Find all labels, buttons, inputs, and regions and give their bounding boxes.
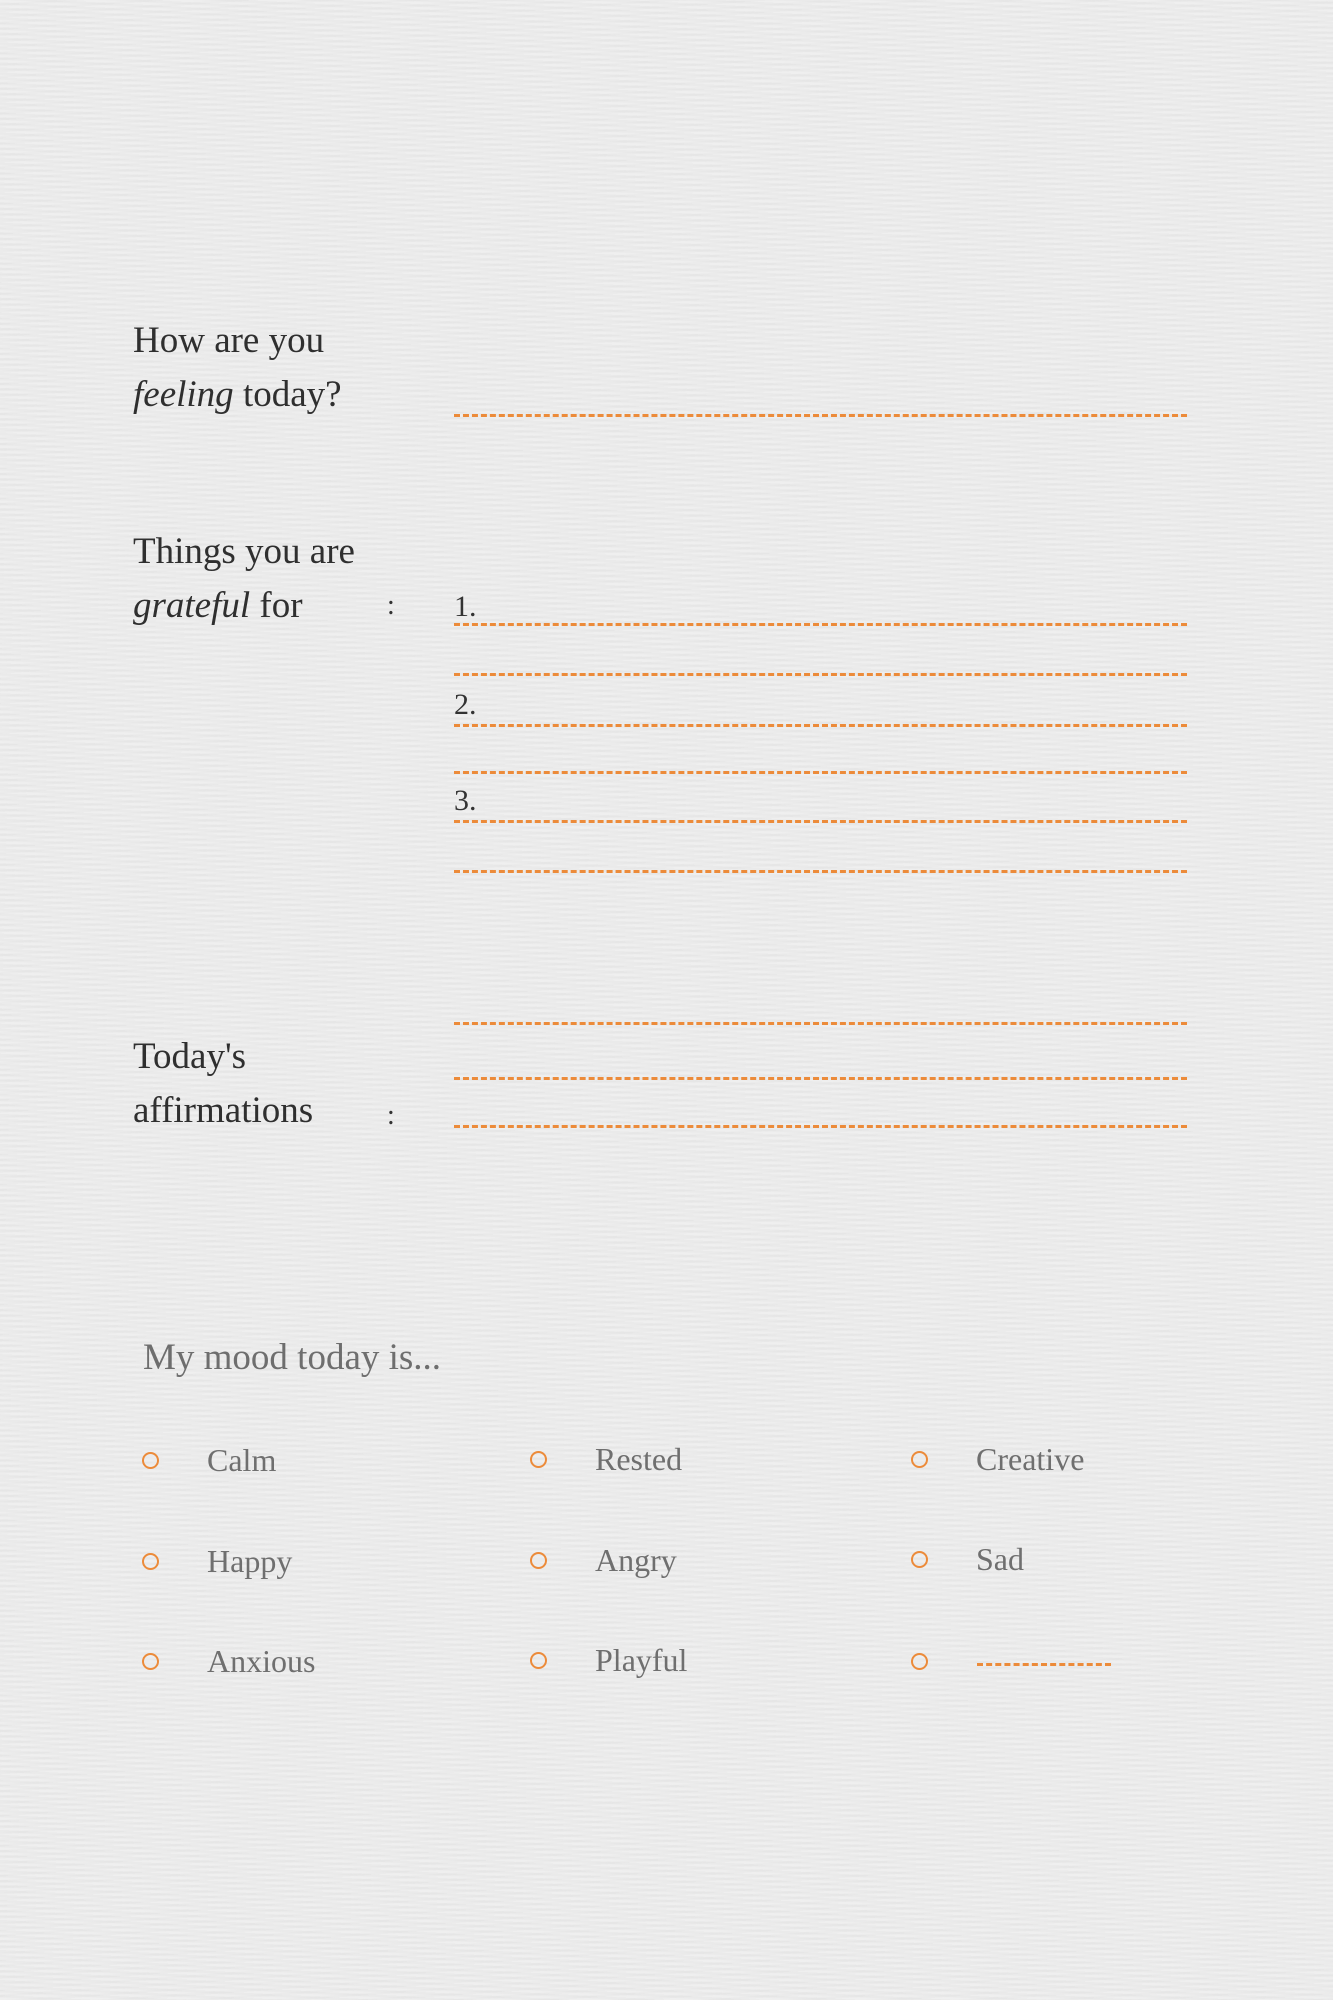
grateful-3-line-b[interactable] (454, 870, 1187, 873)
radio-sad[interactable] (911, 1551, 928, 1568)
affirmations-prompt-line2: affirmations (133, 1090, 314, 1131)
radio-calm[interactable] (142, 1452, 159, 1469)
mood-title: My mood today is... (143, 1337, 442, 1378)
radio-angry[interactable] (530, 1552, 547, 1569)
mood-label-rested: Rested (595, 1440, 683, 1477)
grateful-1-line-a[interactable] (454, 623, 1187, 626)
radio-anxious[interactable] (142, 1653, 159, 1670)
mood-label-anxious: Anxious (207, 1642, 316, 1679)
affirmation-line-2[interactable] (454, 1077, 1187, 1080)
feeling-rest: today? (233, 374, 342, 415)
mood-label-playful: Playful (595, 1641, 688, 1678)
mood-label-creative: Creative (976, 1440, 1085, 1477)
mood-option-happy[interactable] (142, 1541, 293, 1581)
feeling-prompt-line2 (133, 368, 342, 422)
grateful-number-1: 1. (454, 590, 477, 623)
mood-label-calm: Calm (207, 1441, 277, 1478)
grateful-colon: : (387, 590, 395, 621)
grateful-2-line-a[interactable] (454, 724, 1187, 727)
mood-label-sad: Sad (976, 1540, 1024, 1577)
mood-option-angry[interactable] (530, 1540, 677, 1580)
mood-other-blank-line[interactable] (977, 1663, 1111, 1666)
radio-creative[interactable] (911, 1451, 928, 1468)
grateful-italic: grateful (133, 585, 251, 626)
mood-option-creative[interactable] (911, 1439, 1085, 1479)
feeling-italic: feeling (133, 374, 234, 415)
affirmation-line-3[interactable] (454, 1125, 1187, 1128)
affirmations-colon: : (387, 1100, 395, 1131)
mood-option-other[interactable] (911, 1641, 928, 1681)
grateful-number-3: 3. (454, 784, 477, 817)
grateful-prompt-line2 (133, 579, 355, 633)
radio-happy[interactable] (142, 1553, 159, 1570)
mood-label-happy: Happy (207, 1542, 293, 1579)
grateful-prompt-line1: Things you are (133, 531, 355, 572)
mood-option-anxious[interactable] (142, 1641, 316, 1681)
affirmations-prompt (133, 1030, 313, 1138)
grateful-rest: for (250, 585, 303, 626)
affirmation-line-1[interactable] (454, 1022, 1187, 1025)
mood-option-playful[interactable] (530, 1640, 688, 1680)
affirmations-prompt-line1: Today's (133, 1036, 247, 1077)
mood-option-calm[interactable] (142, 1440, 277, 1480)
grateful-number-2: 2. (454, 688, 477, 721)
grateful-3-line-a[interactable] (454, 820, 1187, 823)
radio-rested[interactable] (530, 1451, 547, 1468)
grateful-2-line-b[interactable] (454, 771, 1187, 774)
mood-option-rested[interactable] (530, 1439, 683, 1479)
grateful-1-line-b[interactable] (454, 673, 1187, 676)
feeling-prompt (133, 314, 342, 422)
grateful-prompt (133, 525, 355, 633)
feeling-answer-line[interactable] (454, 414, 1187, 417)
feeling-prompt-line1: How are you (133, 320, 325, 361)
mood-label-angry: Angry (595, 1541, 677, 1578)
mood-option-sad[interactable] (911, 1539, 1024, 1579)
radio-playful[interactable] (530, 1652, 547, 1669)
radio-other[interactable] (911, 1653, 928, 1670)
